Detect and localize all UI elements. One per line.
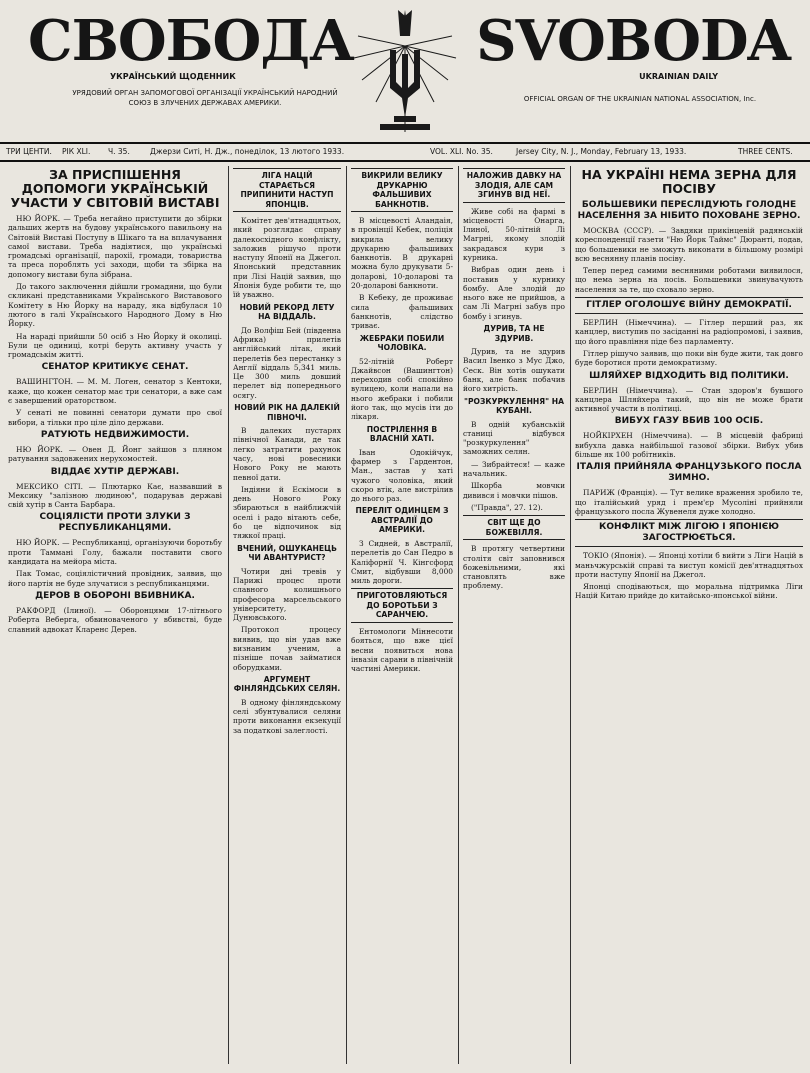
organ-statement-cyrillic: УРЯДОВИЙ ОРГАН ЗАПОМОГОВОЇ ОРГАНІЗАЦІЇ УКРАЇНСЬКИЙ НАРОДНИЙ СОЮЗ В ЗЛУЧЕНИХ ДЕРЖАВАХ АМЕРИКИ. — [72, 89, 338, 107]
column-rule — [458, 166, 459, 1064]
article-paragraph: До Волфіш Бей (південна Африка) прилетів англійський літак, який перелетів без перестанку з Англії віддаль 5,341 миль. Це 300 миль довший перелет від попереднього осягу. — [233, 325, 341, 400]
article-paragraph: Ентомологи Міннесоти бояться, що вже цієї весни появиться нова інвазія сарани в північній частині Америки. — [351, 626, 453, 674]
article-paragraph: БЕРЛИН (Німеччина). — Гітлер перший раз, як канцлер, виступив по засіданні на радіопромові, і заявив, що його правління піде без парламенту. — [575, 318, 803, 346]
headline-flight-record: НОВИЙ РЕКОРД ЛЕТУ НА ВІДДАЛЬ. — [239, 302, 335, 322]
masthead-title-cyrillic: СВОБОДА — [28, 8, 354, 74]
article-paragraph: ("Правда", 27. 12). — [471, 502, 543, 512]
volume-latin: VOL. XLI. No. 35. — [430, 147, 493, 156]
column-4 — [463, 166, 565, 1064]
column-2 — [233, 166, 341, 1064]
headline-kuban: "РОЗКУРКУЛЕННЯ" НА КУБАНІ. — [464, 396, 564, 416]
article-paragraph: До такого заключення дійшли громадяни, що були скликані представниками Українського Виставового Комітету в Ню Йорку на нараду, яка відбулася 10 лютого в галі Українського Народного Дому в Ню Йорку. — [8, 282, 222, 329]
masthead — [0, 0, 810, 144]
article-paragraph: В Кебеку, де проживає сила фальшивих банкнотів, слідство триває. — [351, 293, 453, 331]
headline-madness: СВІТ ЩЕ ДО БОЖЕВІЛЛЯ. — [463, 515, 565, 540]
place-date-latin: Jersey City, N. J., Monday, February 13, 1933. — [516, 147, 687, 156]
dateline — [0, 146, 810, 162]
article-paragraph: Живе собі на фармі в місцевості Онарга, Ілиної, 50-літній Лі Магрні, якому злодій закрадався кури з курника. — [463, 206, 565, 262]
article-paragraph: Японці сподіваються, що моральна підтримка Ліги Націй Китаю прийде до китайсько-японської війни. — [575, 582, 803, 601]
headline-hitler: ГІТЛЕР ОГОЛОШУЄ ВІЙНУ ДЕМОКРАТІЇ. — [575, 297, 803, 314]
headline-gas-explosion: ВИБУХ ГАЗУ ВБИВ 100 ОСІБ. — [614, 416, 764, 427]
price-latin: THREE CENTS. — [738, 147, 793, 156]
article-paragraph: МЕКСИКО СІТІ. — Плютарко Кає, назвавший в Мексику "залізною людиною", подарував державі свій хутір в Санта Барбара. — [8, 481, 222, 510]
headline-thief-trap: НАЛОЖИВ ДАВКУ НА ЗЛОДІЯ, АЛЕ САМ ЗГИНУВ ВІД НЕЇ. — [463, 168, 565, 203]
masthead-subtitle-cyrillic: УКРАЇНСЬКИЙ ЩОДЕННИК — [110, 72, 236, 81]
article-paragraph: В протягу четвертини столітя світ заповнився божевільними, які становлять вже проблему. — [463, 544, 565, 591]
headline-finnish-peasants: АРГУМЕНТ ФІНЛЯНДСЬКИХ СЕЛЯН. — [233, 674, 341, 694]
article-paragraph: З Сидней, в Австралії, перелетів до Сан Педро в Каліфорнії Ч. Кінгсфорд Смит, відбувши 8,000 миль дороги. — [351, 538, 453, 586]
article-paragraph: У сенаті не повинні сенатори думати про свої вибори, а тільки про ціле діло держави. — [8, 408, 222, 427]
headline-socialists: СОЦІЯЛІСТИ ПРОТИ ЗЛУКИ З РЕСПУБЛИКАНЦЯМИ. — [39, 512, 191, 534]
headline-locusts: ПРИГОТОВЛЯЮТЬСЯ ДО БОРОТЬБИ З САРАНЧЕЮ. — [351, 588, 453, 623]
headline-schleicher: ШЛЯЙХЕР ВІДХОДИТЬ ВІД ПОЛІТИКИ. — [589, 370, 789, 381]
headline-beggars: ЖЕБРАКИ ПОБИЛИ ЧОЛОВІКА. — [359, 333, 445, 353]
article-paragraph: НЮ ЙОРК. — Овен Д. Йонг зайшов з пляном ратування задовжених нерухомостей. — [8, 444, 222, 464]
article-paragraph: Тепер перед самими весняними роботами виявилося, що нема зерна на посів. Большевики звинувачують населення за те, що сховало зерно. — [575, 266, 803, 294]
year-cyrillic: РІК XLI. — [62, 147, 91, 156]
article-paragraph: Пак Томас, соціялістичний провідник, заявив, що його партія не буде злучатися з республиканцями. — [8, 569, 222, 588]
headline-scientist: ВЧЕНИЙ, ОШУКАНЕЦЬ ЧИ АВАНТУРИСТ? — [237, 543, 337, 563]
headline-league-of-nations: ЛІГА НАЦІЙ СТАРАЄТЬСЯ ПРИПИНИТИ НАСТУП ЯПОНЦІВ. — [233, 168, 341, 212]
headline-shooting: ПОСТРІЛЕННЯ В ВЛАСНІЙ ХАТІ. — [366, 424, 438, 444]
column-5 — [575, 166, 803, 1064]
column-3 — [351, 166, 453, 1064]
issue-number-cyrillic: Ч. 35. — [108, 147, 130, 156]
headline-senator: СЕНАТОР КРИТИКУЄ СЕНАТ. — [41, 362, 189, 373]
article-paragraph: ПАРИЖ (Франція). — Тут велике враження зробило те, що італійський уряд і прем'єр Мусоліні прийняли французького посла Жувенеля дуже холодно. — [575, 488, 803, 516]
column-rule — [228, 166, 229, 1064]
article-paragraph: Протокол процесу виявив, що він удав вже визнаним ученим, а пізніше почав займатися оборудками. — [233, 625, 341, 672]
article-paragraph: Дурив, та не здурив Васил Івенко з Мус Джо, Сеск. Він хотів ошукати банк, але банк побачив його хитрість. — [463, 347, 565, 394]
article-paragraph: Гітлер рішучо заявив, що поки він буде жити, так довго буде боротися проти демократизму. — [575, 348, 803, 368]
column-rule — [346, 166, 347, 1064]
organ-statement-latin: OFFICIAL ORGAN OF THE UKRAINIAN NATIONAL ASSOCIATION, Inc. — [523, 95, 757, 103]
headline-defense: ДЕРОВ В ОБОРОНІ ВБИВНИКА. — [35, 590, 195, 601]
article-paragraph: НЮ ЙОРК. — Республиканці, організуючи боротьбу проти Таммані Голу, бажали поставити свого кандидата на мейора міста. — [8, 538, 222, 567]
article-paragraph: Чотири дні тревів у Парижі процес проти славного колишнього професора марсельського університету, Дунювського. — [233, 566, 341, 623]
article-paragraph: Індіяни й Ескімоси в день Нового Року збираються в найближчій оселі і радо вітають себе, бо це відпочинок від тяжкої праці. — [233, 484, 341, 541]
column-rule — [570, 166, 571, 1064]
article-paragraph: Вибрав один день і поставив у курнику бомбу. Але злодій до нього вже не прийшов, а сам Лі Магрні забув про бомбу і згинув. — [463, 265, 565, 321]
article-paragraph: В одному фінляндському селі збунтувалися селяни проти виконання екзекуції за податкові залеглості. — [233, 697, 341, 735]
masthead-subtitle-latin: UKRAINIAN DAILY — [639, 72, 718, 81]
place-date-cyrillic: Джерзи Ситі, Н. Дж., понеділок, 13 лютого 1933. — [150, 147, 345, 156]
article-paragraph: НОЙКІРХЕН (Німеччина). — В місцевій фабриці вибухла давка найбільшої газової збірки. Вибух убив більше як 100 робітників. — [575, 431, 803, 460]
article-paragraph: БЕРЛИН (Німеччина). — Стан здоров'я бувшого канцлера Шляйхера такий, що він не може брати активної участи в політиці. — [575, 385, 803, 414]
article-paragraph: 52-літній Роберт Джайвсон (Вашингтон) переходив собі спокійно вулицею, коли напали на нього жебраки і побили його так, що мусів іти до лікаря. — [351, 356, 453, 422]
article-paragraph: НЮ ЙОРК. — Треба негайно приступити до збірки дальших жертв на будову українського павильону на Світовій Виставі Поступу в Шікаго та на вплачування самої вистави. Треба надіятися, що українські громадські організації, парохії, громади, товариства та преса пороблять усі заходи, щоби та збірка на допомогу вистави була зібрана. — [8, 214, 222, 279]
article-paragraph: Іван Одокійчук, фармер з Гардентон, Ман., застав у хаті чужого чоловіка, який скоро втік, але вистрілив до нього раз. — [351, 447, 453, 504]
headline-no-grain: НА УКРАЇНІ НЕМА ЗЕРНА ДЛЯ ПОСІВУ — [581, 167, 797, 196]
article-paragraph: Комітет дев'ятнадцятьох, який розглядає справу далекосхідного конфлікту, заложив рішучо проти наступу Японії на Джегол. Японський представник при Лізі Націй заявив, що Японія буде робити те, що їй уважно. — [233, 216, 341, 300]
headline-league-japan: КОНФЛІКТ МІЖ ЛІГОЮ І ЯПОНІЄЮ ЗАГОСТРЮЄТЬСЯ. — [575, 519, 803, 547]
headline-real-estate: РАТУЮТЬ НЕДВИЖИМОСТИ. — [40, 429, 190, 440]
article-paragraph: МОСКВА (СССР). — Завдяки прикінцевій радянській кореспонденції газети "Ню Йорк Таймс" Дюранті, подав, що большевики не зможуть виконати в більшому розмірі всю веснянну планів посіву. — [575, 226, 803, 263]
article-paragraph: На нараді прийшли 50 осіб з Ню Йорку й околиці. Були це одиниці, котрі беруть активну участь у громадськім житті. — [8, 331, 222, 360]
subheadline-no-grain: БОЛЬШЕВИКИ ПЕРЕСЛІДУЮТЬ ГОЛОДНЕ НАСЕЛЕННЯ ЗА НІБИТО ПОХОВАНЕ ЗЕРНО. — [577, 200, 801, 221]
headline-italy-france: ІТАЛІЯ ПРИЙНЯЛА ФРАНЦУЗЬКОГО ПОСЛА ЗИМНО. — [576, 462, 802, 484]
masthead-title-latin: SVOBODA — [476, 8, 790, 74]
article-paragraph: В місцевості Аландаія, в провінції Кебек, поліція викрила велику друкарню фальшивих банкнотів. В друкарні можна було друкувати 5-доларові, 10-доларові та 20-доларові банкноти. — [351, 216, 453, 291]
article-paragraph: ВАШИНГТОН. — М. М. Логен, сенатор з Кентоки, каже, що кожен сенатор має три сенатори, а вже сам є завершений ораторством. — [8, 377, 222, 406]
article-paragraph: РАКФОРД (Ілиної). — Оборонцями 17-літнього Роберта Веберга, обвиноваченого у вбивстві, буде славний адвокат Кларенс Дерев. — [8, 605, 222, 634]
headline-trickster: ДУРИВ, ТА НЕ ЗДУРИВ. — [483, 324, 545, 343]
column-1 — [8, 166, 222, 1064]
article-paragraph: ТОКІО (Японія). — Японці хотіли б вийти з Ліги Націй в маньчжурській справі та виступ комісії дев'ятнадцятьох проти наступу Японії на Джегол. — [575, 551, 803, 579]
trident-emblem-icon — [350, 6, 460, 136]
headline-exhibition: ЗА ПРИСПІШЕННЯ ДОПОМОГИ УКРАЇНСЬКІЙ УЧАСТИ У СВІТОВІЙ ВИСТАВІ — [10, 167, 220, 210]
article-paragraph: В одній кубанській станиці відбувся "розкуркулення" заможних селян. — [463, 419, 565, 457]
price-cyrillic: ТРИ ЦЕНТИ. — [6, 147, 52, 156]
article-paragraph: Шкорба мовчки дивився і мовчки пішов. — [463, 481, 565, 500]
article-paragraph: — Зибрайтеся! — каже начальник. — [463, 459, 565, 479]
article-paragraph: В далеких пустарях північної Канади, де так легко затратити рахунок часу, нові ровесники Нового Року не мають певної дати. — [233, 426, 341, 482]
headline-counterfeit: ВИКРИЛИ ВЕЛИКУ ДРУКАРНЮ ФАЛЬШИВИХ БАНКНОТІВ. — [351, 168, 453, 212]
headline-new-year-north: НОВИЙ РІК НА ДАЛЕКІЙ ПІВНОЧІ. — [234, 403, 340, 422]
headline-farm: ВІДДАЄ ХУТІР ДЕРЖАВІ. — [50, 466, 180, 477]
headline-solo-flight: ПЕРЕЛІТ ОДИНЦЕМ З АВСТРАЛІЇ ДО АМЕРИКИ. — [355, 506, 449, 535]
